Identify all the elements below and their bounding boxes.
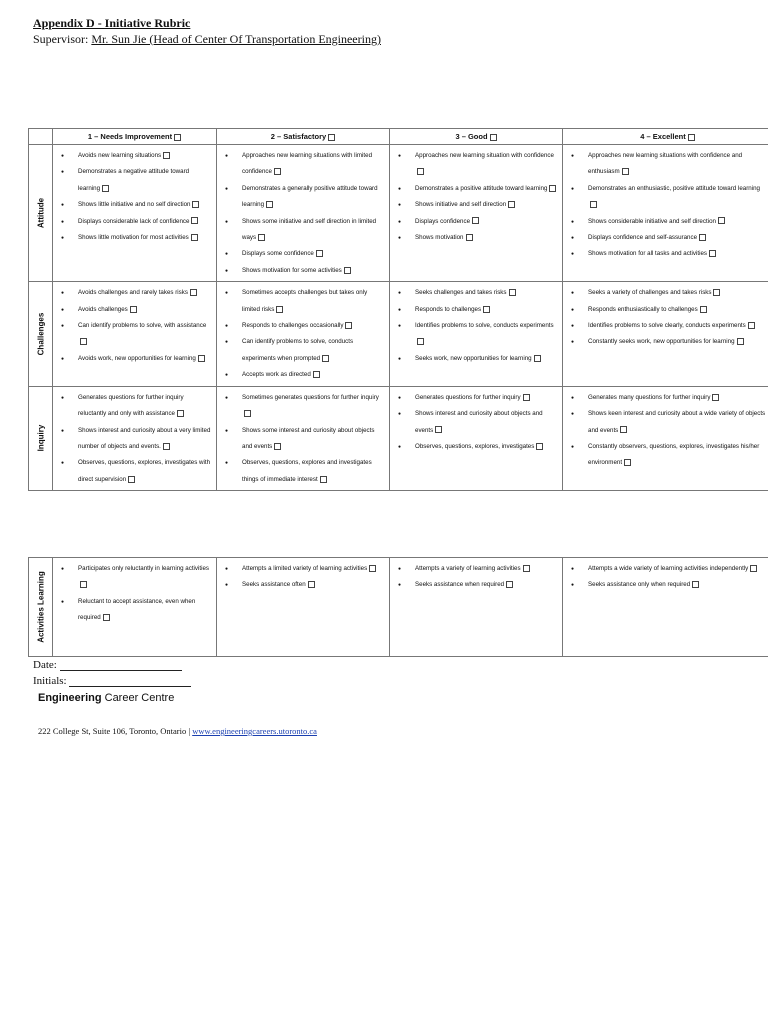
criterion-item: ● Shows interest and curiosity about a very limited number of objects and events.	[61, 423, 212, 456]
criterion-item: ● Observes, questions, explores, investigates with direct supervision	[61, 455, 212, 488]
checkbox[interactable]	[163, 152, 170, 159]
address-line: 222 College St, Suite 106, Toronto, Ontario | www.engineeringcareers.utoronto.ca	[38, 726, 317, 736]
criterion-item: ● Generates questions for further inquiry	[398, 390, 558, 406]
criterion-item: ● Constantly seeks work, new opportunities for learning	[571, 334, 768, 350]
activities-table	[28, 557, 768, 657]
rubric-row	[29, 558, 768, 657]
checkbox[interactable]	[692, 581, 699, 588]
criterion-item: ● Can identify problems to solve, with assistance	[61, 318, 212, 351]
checkbox[interactable]	[712, 394, 719, 401]
column-header: 4 – Excellent	[563, 129, 768, 145]
criterion-item: ● Generates many questions for further inquiry	[571, 390, 768, 406]
supervisor-name: Mr. Sun Jie (Head of Center Of Transportation Engineering)	[91, 32, 381, 46]
criterion-item: ● Approaches new learning situations with limited confidence	[225, 148, 385, 181]
criterion-item: ● Avoids new learning situations	[61, 148, 212, 164]
checkbox[interactable]	[466, 234, 473, 241]
rubric-cell	[217, 145, 390, 282]
date-field[interactable]: Date:	[33, 659, 182, 671]
criterion-item: ● Avoids work, new opportunities for learning	[61, 351, 212, 367]
criterion-item: ● Seeks work, new opportunities for learning	[398, 351, 558, 367]
checkbox[interactable]	[620, 426, 627, 433]
checkbox[interactable]	[316, 250, 323, 257]
criterion-item: ● Sometimes accepts challenges but takes only limited risks	[225, 285, 385, 318]
checkbox[interactable]	[523, 394, 530, 401]
rubric-row	[29, 145, 768, 282]
checkbox[interactable]	[700, 306, 707, 313]
criterion-item: ● Generates questions for further inquiry reluctantly and only with assistance	[61, 390, 212, 423]
rubric-cell	[563, 558, 768, 657]
checkbox[interactable]	[748, 322, 755, 329]
checkbox[interactable]	[258, 234, 265, 241]
rubric-cell	[53, 386, 217, 490]
criterion-item: ● Demonstrates an enthusiastic, positive attitude toward learning	[571, 181, 768, 214]
checkbox[interactable]	[80, 581, 87, 588]
row-label: Challenges	[29, 282, 53, 386]
checkbox[interactable]	[750, 565, 757, 572]
checkbox[interactable]	[276, 306, 283, 313]
criterion-item: ● Observes, questions, explores, investigates	[398, 439, 558, 455]
criterion-item: ● Displays considerable lack of confidence	[61, 214, 212, 230]
criterion-item: ● Displays confidence	[398, 214, 558, 230]
checkbox[interactable]	[190, 289, 197, 296]
checkbox[interactable]	[624, 459, 631, 466]
checkbox[interactable]	[699, 234, 706, 241]
checkbox[interactable]	[417, 338, 424, 345]
rubric-cell	[390, 558, 563, 657]
checkbox[interactable]	[718, 217, 725, 224]
criterion-item: ● Observes, questions, explores and investigates things of immediate interest	[225, 455, 385, 488]
checkbox[interactable]	[688, 134, 695, 141]
checkbox[interactable]	[130, 306, 137, 313]
checkbox[interactable]	[320, 476, 327, 483]
date-line	[60, 660, 182, 671]
checkbox[interactable]	[709, 250, 716, 257]
checkbox[interactable]	[344, 267, 351, 274]
rubric-cell	[217, 558, 390, 657]
rubric-cell	[217, 282, 390, 386]
criterion-item: ● Shows motivation for some activities	[225, 263, 385, 279]
checkbox[interactable]	[508, 201, 515, 208]
criterion-item: ● Can identify problems to solve, conducts experiments when prompted	[225, 334, 385, 367]
criterion-item: ● Avoids challenges and rarely takes risks	[61, 285, 212, 301]
criterion-item: ● Shows some interest and curiosity about objects and events	[225, 423, 385, 456]
checkbox[interactable]	[191, 234, 198, 241]
criterion-item: ● Attempts a variety of learning activities	[398, 561, 558, 577]
criterion-item: ● Shows motivation for all tasks and activities	[571, 246, 768, 262]
criterion-item: ● Demonstrates a positive attitude toward learning	[398, 181, 558, 197]
criterion-item: ● Demonstrates a negative attitude toward learning	[61, 164, 212, 197]
criterion-item: ● Identifies problems to solve clearly, conducts experiments	[571, 318, 768, 334]
checkbox[interactable]	[490, 134, 497, 141]
checkbox[interactable]	[198, 355, 205, 362]
checkbox[interactable]	[713, 289, 720, 296]
checkbox[interactable]	[163, 443, 170, 450]
rubric-cell	[563, 145, 768, 282]
supervisor-line	[33, 32, 381, 47]
checkbox[interactable]	[102, 185, 109, 192]
rubric-cell	[563, 282, 768, 386]
rubric-cell	[217, 386, 390, 490]
checkbox[interactable]	[308, 581, 315, 588]
checkbox[interactable]	[80, 338, 87, 345]
rubric-cell	[390, 145, 563, 282]
column-header: 1 – Needs Improvement	[53, 129, 217, 145]
criterion-item: ● Seeks assistance only when required	[571, 577, 768, 593]
criterion-item: ● Approaches new learning situations with confidence and enthusiasm	[571, 148, 768, 181]
checkbox[interactable]	[128, 476, 135, 483]
criterion-item: ● Accepts work as directed	[225, 367, 385, 383]
criterion-item: ● Shows initiative and self direction	[398, 197, 558, 213]
criterion-item: ● Seeks assistance often	[225, 577, 385, 593]
checkbox[interactable]	[274, 443, 281, 450]
rubric-cell	[53, 558, 217, 657]
criterion-item: ● Reluctant to accept assistance, even when required	[61, 594, 212, 627]
website-link[interactable]: www.engineeringcareers.utoronto.ca	[192, 726, 317, 736]
criterion-item: ● Responds to challenges	[398, 302, 558, 318]
column-header: 3 – Good	[390, 129, 563, 145]
rubric-header-row	[29, 129, 768, 145]
supervisor-label: Supervisor:	[33, 32, 89, 46]
rubric-cell	[53, 282, 217, 386]
criterion-item: ● Seeks a variety of challenges and takes risks	[571, 285, 768, 301]
initials-line	[69, 676, 191, 687]
checkbox[interactable]	[177, 410, 184, 417]
checkbox[interactable]	[174, 134, 181, 141]
checkbox[interactable]	[274, 168, 281, 175]
document-title: Appendix D - Initiative Rubric	[33, 16, 191, 30]
checkbox[interactable]	[536, 443, 543, 450]
criterion-item: ● Shows motivation	[398, 230, 558, 246]
checkbox[interactable]	[369, 565, 376, 572]
checkbox[interactable]	[192, 201, 199, 208]
initials-field[interactable]: Initials:	[33, 675, 191, 687]
rubric-cell	[53, 145, 217, 282]
checkbox[interactable]	[737, 338, 744, 345]
checkbox[interactable]	[313, 371, 320, 378]
criterion-item: ● Shows some initiative and self direction in limited ways	[225, 214, 385, 247]
criterion-item: ● Shows considerable initiative and self direction	[571, 214, 768, 230]
checkbox[interactable]	[266, 201, 273, 208]
row-label: Activities Learning	[29, 558, 53, 657]
row-label: Inquiry	[29, 386, 53, 490]
checkbox[interactable]	[345, 322, 352, 329]
criterion-item: ● Approaches new learning situation with confidence	[398, 148, 558, 181]
checkbox[interactable]	[103, 614, 110, 621]
criterion-item: ● Sometimes generates questions for further inquiry	[225, 390, 385, 423]
criterion-item: ● Seeks challenges and takes risks	[398, 285, 558, 301]
criterion-item: ● Shows little initiative and no self direction	[61, 197, 212, 213]
checkbox[interactable]	[244, 410, 251, 417]
criterion-item: ● Displays confidence and self-assurance	[571, 230, 768, 246]
checkbox[interactable]	[417, 168, 424, 175]
criterion-item: ● Displays some confidence	[225, 246, 385, 262]
checkbox[interactable]	[191, 217, 198, 224]
checkbox[interactable]	[523, 565, 530, 572]
rubric-cell	[563, 386, 768, 490]
checkbox[interactable]	[506, 581, 513, 588]
checkbox[interactable]	[549, 185, 556, 192]
criterion-item: ● Identifies problems to solve, conducts experiments	[398, 318, 558, 351]
corner-cell	[29, 129, 53, 145]
checkbox[interactable]	[590, 201, 597, 208]
checkbox[interactable]	[472, 217, 479, 224]
rubric-row	[29, 282, 768, 386]
checkbox[interactable]	[328, 134, 335, 141]
criterion-item: ● Attempts a wide variety of learning activities independently	[571, 561, 768, 577]
criterion-item: ● Responds enthusiastically to challenges	[571, 302, 768, 318]
criterion-item: ● Constantly observers, questions, explores, investigates his/her environment	[571, 439, 768, 472]
row-label: Attitude	[29, 145, 53, 282]
checkbox[interactable]	[483, 306, 490, 313]
rubric-row	[29, 386, 768, 490]
column-header: 2 – Satisfactory	[217, 129, 390, 145]
checkbox[interactable]	[534, 355, 541, 362]
rubric-cell	[390, 386, 563, 490]
criterion-item: ● Demonstrates a generally positive attitude toward learning	[225, 181, 385, 214]
rubric-cell	[390, 282, 563, 386]
criterion-item: ● Seeks assistance when required	[398, 577, 558, 593]
criterion-item: ● Shows little motivation for most activities	[61, 230, 212, 246]
criterion-item: ● Attempts a limited variety of learning activities	[225, 561, 385, 577]
checkbox[interactable]	[322, 355, 329, 362]
career-centre-logo: Engineering Career Centre	[38, 692, 175, 704]
rubric-table	[28, 128, 768, 491]
checkbox[interactable]	[509, 289, 516, 296]
criterion-item: ● Participates only reluctantly in learning activities	[61, 561, 212, 594]
checkbox[interactable]	[622, 168, 629, 175]
criterion-item: ● Shows interest and curiosity about objects and events	[398, 406, 558, 439]
criterion-item: ● Avoids challenges	[61, 302, 212, 318]
criterion-item: ● Shows keen interest and curiosity about a wide variety of objects and events	[571, 406, 768, 439]
criterion-item: ● Responds to challenges occasionally	[225, 318, 385, 334]
checkbox[interactable]	[435, 426, 442, 433]
